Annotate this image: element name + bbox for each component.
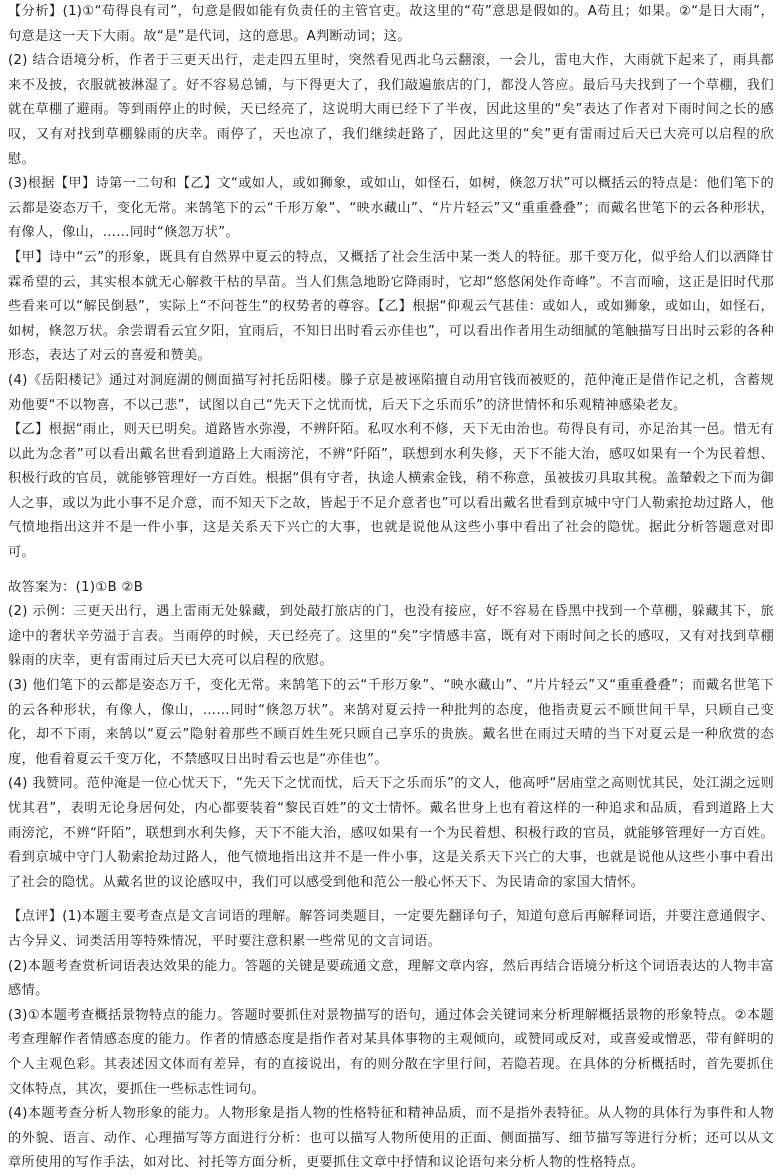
analysis-paragraph-2: (2) 结合语境分析，作者于三更天出行，走走四五里时，突然看见西北乌云翻滚，一会儿，雷电大作，大雨就下起来了，雨具都来不及披，衣服就被淋湿了。好不容易总铺，与下得更大了，我们敲遍旅店的门，都没人答应。最后马夫找到了一个草棚，我们就在草棚了避雨。等到雨停止的时候，天已经亮了，这说明大雨已经下了半夜，因此这里的“矣”表达了作者对下雨时间之长的感叹，又有对找到草棚躲雨的庆幸。雨停了，天也凉了，我们继续赶路了，因此这里的“矣”更有雷雨过后天已大亮可以启程的欣慰。 [8, 53, 774, 167]
answer-paragraph-1: 故答案为：(1)①B ②B [8, 579, 144, 595]
analysis-paragraph-1: 【分析】(1)①“苟得良有司”，句意是假如能有负责任的主管官吏。故这里的“苟”意思是假如的。A苟且；如果。②“是日大雨”，句意是这一天下大雨。故“是”是代词，这的意思。A判断动词；这。 [8, 4, 774, 44]
comment-paragraph-1: 【点评】(1)本题主要考查点是文言词语的理解。解答词类题目，一定要先翻译句子，知道句意后再解释词语，并要注意通假字、古今异义、词类活用等特殊情况，平时要注意积累一些常见的文言词语。 [8, 909, 774, 949]
analysis-paragraph-5: (4)《岳阳楼记》通过对洞庭湖的侧面描写衬托岳阳楼。滕子京是被诬陷擅自动用官钱而被贬的，范仲淹正是借作记之机，含蓄规劝他要“不以物喜，不以己悲”，试图以自己“先天下之忧而忧，后天下之乐而乐”的济世情怀和乐观精神感染老友。 [8, 372, 774, 413]
answer-section [8, 576, 774, 896]
section-gap [8, 895, 774, 905]
analysis-paragraph-4: 【甲】诗中“云”的形象，既具有自然界中夏云的特点，又概括了社会生活中某一类人的特征。那千变万化，似乎给人们以洒降甘霖希望的云，其实根本就无心解救干枯的旱苗。当人们焦急地盼它降雨时，它却“悠悠闲处作奇峰”。不言而喻，这正是旧时代那些看来可以“解民倒悬”，实际上“不问苍生”的权势者的尊容。【乙】根据“仰观云气甚佳：或如人，或如狮象，或如山，如怪石，如树，倏忽万状。余尝谓看云宜夕阳，宜雨后，不知日出时看云亦佳也”，可以看出作者用生动细腻的笔触描写日出时云彩的各种形态，表达了对云的喜爱和赞美。 [8, 249, 774, 364]
analysis-paragraph-6: 【乙】根据“雨止，则天已明矣。道路皆水弥漫，不辨阡陌。私叹水利不修，天下无由治也。苟得良有司，亦足治其一邑。惜无有以此为念者”可以看出戴名世看到道路上大雨滂沱，不辨“阡陌”，联想到水利失修，天下不能大治，感叹如果有一个为民着想、积极行政的官员，就能够管理好一方百姓。根据“俱有守者，执途人横索金钱，稍不称意，虽被拔刃具取其稅。盖輦毂之下而为御人之事，或以为此小事不足介意，而不知天下之故，皆起于不足介意者也”可以看出戴名世看到京城中守门人勒索抢劫过路人，他气愤地指出这并不是一件小事，这是关系天下兴亡的大事，也就是说他从这些小事中看出了社会的隐忧。据此分析答题意对即可。 [8, 422, 774, 561]
comment-paragraph-3: (3)①本题考查概括景物特点的能力。答题时要抓住对景物描写的语句，通过体会关键词来分析理解概括景物的形象特点。②本题考查理解作者情感态度的能力。作者的情感态度是指作者对某具体事物的主观倾向，或赞同或反对，或喜爱或憎恶，带有鲜明的个人主观色彩。其表述因文体而有差异，有的直接说出，有的则分散在字里行间，若隐若现。在具体的分析概括时，首先要抓住文体特点，其次，要抓住一些标志性词句。 [8, 1007, 774, 1097]
answer-paragraph-4: (4) 我赞同。范仲淹是一位心忧天下，“先天下之忧而忧，后天下之乐而乐”的文人，他高呼“居庙堂之高则忧其民，处江湖之远则忧其君”，表明无论身居何处，内心都要装着“黎民百姓”的文士情怀。戴名世身上也有着这样的一种追求和品质，看到道路上大雨滂沱，不辨“阡陌”，联想到水利失修，天下不能大治，感叹如果有一个为民着想、积极行政的官员，就能够管理好一方百姓。看到京城中守门人勒索抢劫过路人，他气愤地指出这并不是一件小事，这是关系天下兴亡的大事，也就是说他从这些小事中看出了社会的隐忧。从戴名世的议论感叹中，我们可以感受到他和范公一般心怀天下、为民请命的家国大情怀。 [8, 776, 774, 890]
comment-section [8, 905, 774, 1176]
section-gap [8, 566, 774, 576]
analysis-section [8, 0, 774, 566]
analysis-paragraph-3: (3)根据【甲】诗第一二句和【乙】文“或如人，或如狮象，或如山，如怪石，如树，倏忽万状”可以概括云的特点是：他们笔下的云都是姿态万千，变化无常。来鹄笔下的云“千形万象”、“映水藏山”、“片片轻云”又“重重叠叠”；而戴名世笔下的云各种形状，有像人，像山，……同时“倏忽万状”。 [8, 176, 774, 241]
comment-paragraph-4: (4)本题考查分析人物形象的能力。人物形象是指人物的性格特征和精神品质，而不是指外表特征。从人物的具体行为事件和人物的外貌、语言、动作、心理描写等方面进行分析：也可以描写人物所使用的正面、侧面描写、细节描写等进行分析；还可以从文章所使用的写作手法，如对比、衬托等方面分析，更要抓住文章中抒情和议论语句来分析人物的性格特点。 [8, 1106, 774, 1171]
answer-paragraph-3: (3) 他们笔下的云都是姿态万千，变化无常。来鹄笔下的云“千形万象”、“映水藏山”、“片片轻云”又“重重叠叠”；而戴名世笔下的云各种形状，有像人，像山，……同时“倏忽万状”。来鹄对夏云持一种批判的态度，他指责夏云不顾世间干旱，只顾自己变化，却不下雨，来鹄以“夏云”隐射着那些不顾百姓生死只顾自己享乐的贵族。戴名世在雨过天晴的当下对夏云是一种欣赏的态度，他看着夏云千变万化，不禁感叹日出时看云也是“亦佳也”。 [8, 678, 774, 767]
answer-paragraph-2: (2) 示例：三更天出行，遇上雷雨无处躲藏，到处敲打旅店的门，也没有接应，好不容易在昏黑中找到一个草棚，躲藏其下，旅途中的奢状辛劳溢于言表。当雨停的时候，天已经亮了。这里的“矣”字情感丰富，既有对下雨时间之长的感叹，又有对找到草棚躲雨的庆幸，更有雷雨过后天已大亮可以启程的欣慰。 [8, 604, 774, 669]
comment-paragraph-2: (2)本题考查赏析词语表达效果的能力。答题的关键是要疏通文意，理解文章内容，然后再结合语境分析这个词语表达的人物丰富感情。 [8, 958, 774, 999]
